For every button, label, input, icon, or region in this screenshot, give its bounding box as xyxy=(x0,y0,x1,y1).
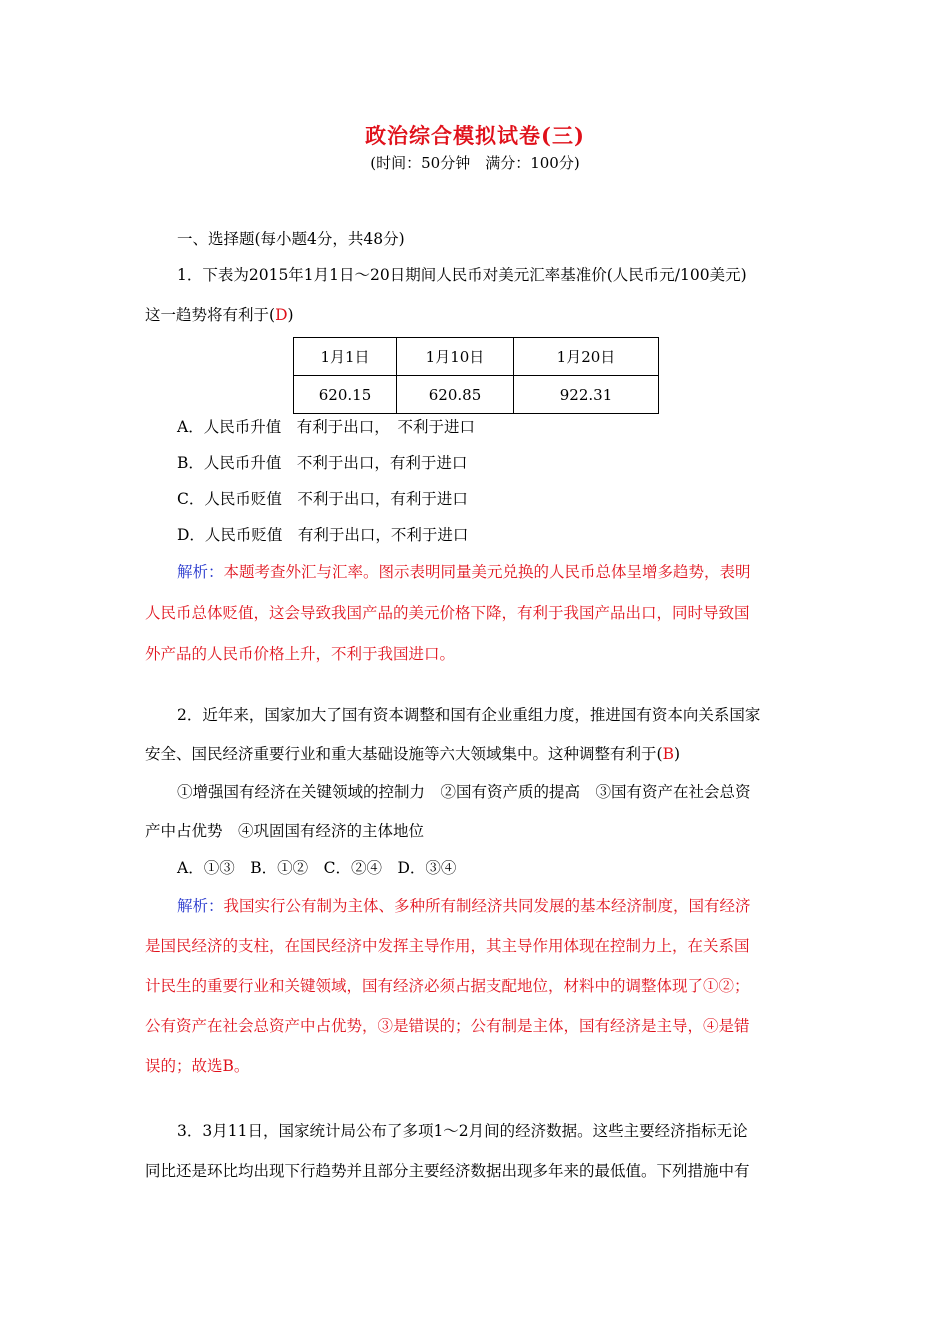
q2-stem-text: 安全、国民经济重要行业和重大基础设施等六大领域集中。这种调整有利于( xyxy=(145,745,663,763)
table-cell: 922.31 xyxy=(514,376,659,414)
table-cell: 620.85 xyxy=(397,376,514,414)
section-heading: 一、选择题(每小题4分，共48分) xyxy=(177,230,405,248)
q3-stem-line1: 3．3月11日，国家统计局公布了多项1～2月间的经济数据。这些主要经济指标无论 xyxy=(177,1122,748,1140)
q1-analysis-label: 解析： xyxy=(177,563,224,581)
q1-analysis-text: 本题考查外汇与汇率。图示表明同量美元兑换的人民币总体呈增多趋势，表明 xyxy=(223,563,751,581)
q2-analysis-line2: 是国民经济的支柱，在国民经济中发挥主导作用，其主导作用体现在控制力上，在关系国 xyxy=(145,937,750,955)
table-header-cell: 1月10日 xyxy=(397,338,514,376)
table-header-cell: 1月1日 xyxy=(294,338,397,376)
q2-analysis-label: 解析： xyxy=(177,897,224,915)
q2-analysis-text: 我国实行公有制为主体、多种所有制经济共同发展的基本经济制度，国有经济 xyxy=(223,897,751,915)
page-title: 政治综合模拟试卷(三) xyxy=(365,123,585,148)
q2-options: A．①③ B．①② C．②④ D．③④ xyxy=(177,859,457,877)
q1-option-c: C．人民币贬值 不利于出口，有利于进口 xyxy=(177,490,468,508)
q2-items-line1: ①增强国有经济在关键领域的控制力 ②国有资产质的提高 ③国有资产在社会总资 xyxy=(177,783,751,801)
q2-analysis-line4: 公有资产在社会总资产中占优势，③是错误的；公有制是主体，国有经济是主导，④是错 xyxy=(145,1017,750,1035)
q2-analysis-line1 xyxy=(177,895,810,917)
q1-stem-text: 这一趋势将有利于( xyxy=(145,306,276,324)
table-cell: 620.15 xyxy=(294,376,397,414)
q1-analysis-line1 xyxy=(177,561,810,583)
q1-stem-line2 xyxy=(145,304,810,326)
q2-items-line2: 产中占优势 ④巩固国有经济的主体地位 xyxy=(145,822,425,840)
q2-answer: B xyxy=(662,745,674,763)
q1-option-b: B．人民币升值 不利于出口，有利于进口 xyxy=(177,454,468,472)
q1-option-a: A．人民币升值 有利于出口， 不利于进口 xyxy=(177,418,475,436)
q3-stem-line2: 同比还是环比均出现下行趋势并且部分主要经济数据出现多年来的最低值。下列措施中有 xyxy=(145,1162,750,1180)
q2-stem-line1: 2．近年来，国家加大了国有资本调整和国有企业重组力度，推进国有资本向关系国家 xyxy=(177,706,761,724)
q2-analysis-line5: 误的；故选B。 xyxy=(145,1057,250,1075)
q1-analysis-line2: 人民币总体贬值，这会导致我国产品的美元价格下降，有利于我国产品出口，同时导致国 xyxy=(145,604,750,622)
table-header-cell: 1月20日 xyxy=(514,338,659,376)
q1-stem-close: ) xyxy=(287,306,294,324)
table-row xyxy=(294,376,659,414)
q1-stem-line1: 1．下表为2015年1月1日～20日期间人民币对美元汇率基准价(人民币元/100美元) xyxy=(177,266,747,284)
q1-analysis-line3: 外产品的人民币价格上升，不利于我国进口。 xyxy=(145,645,456,663)
q1-answer: D xyxy=(275,306,288,324)
q2-analysis-line3: 计民生的重要行业和关键领域，国有经济必须占据支配地位，材料中的调整体现了①②； xyxy=(145,977,750,995)
q1-option-d: D．人民币贬值 有利于出口，不利于进口 xyxy=(177,526,469,544)
q2-stem-close: ) xyxy=(673,745,681,763)
q2-stem-line2 xyxy=(145,743,810,765)
exam-time-score: (时间：50分钟 满分：100分) xyxy=(370,154,580,172)
table-header-row xyxy=(294,338,659,376)
exchange-rate-table xyxy=(293,337,659,414)
